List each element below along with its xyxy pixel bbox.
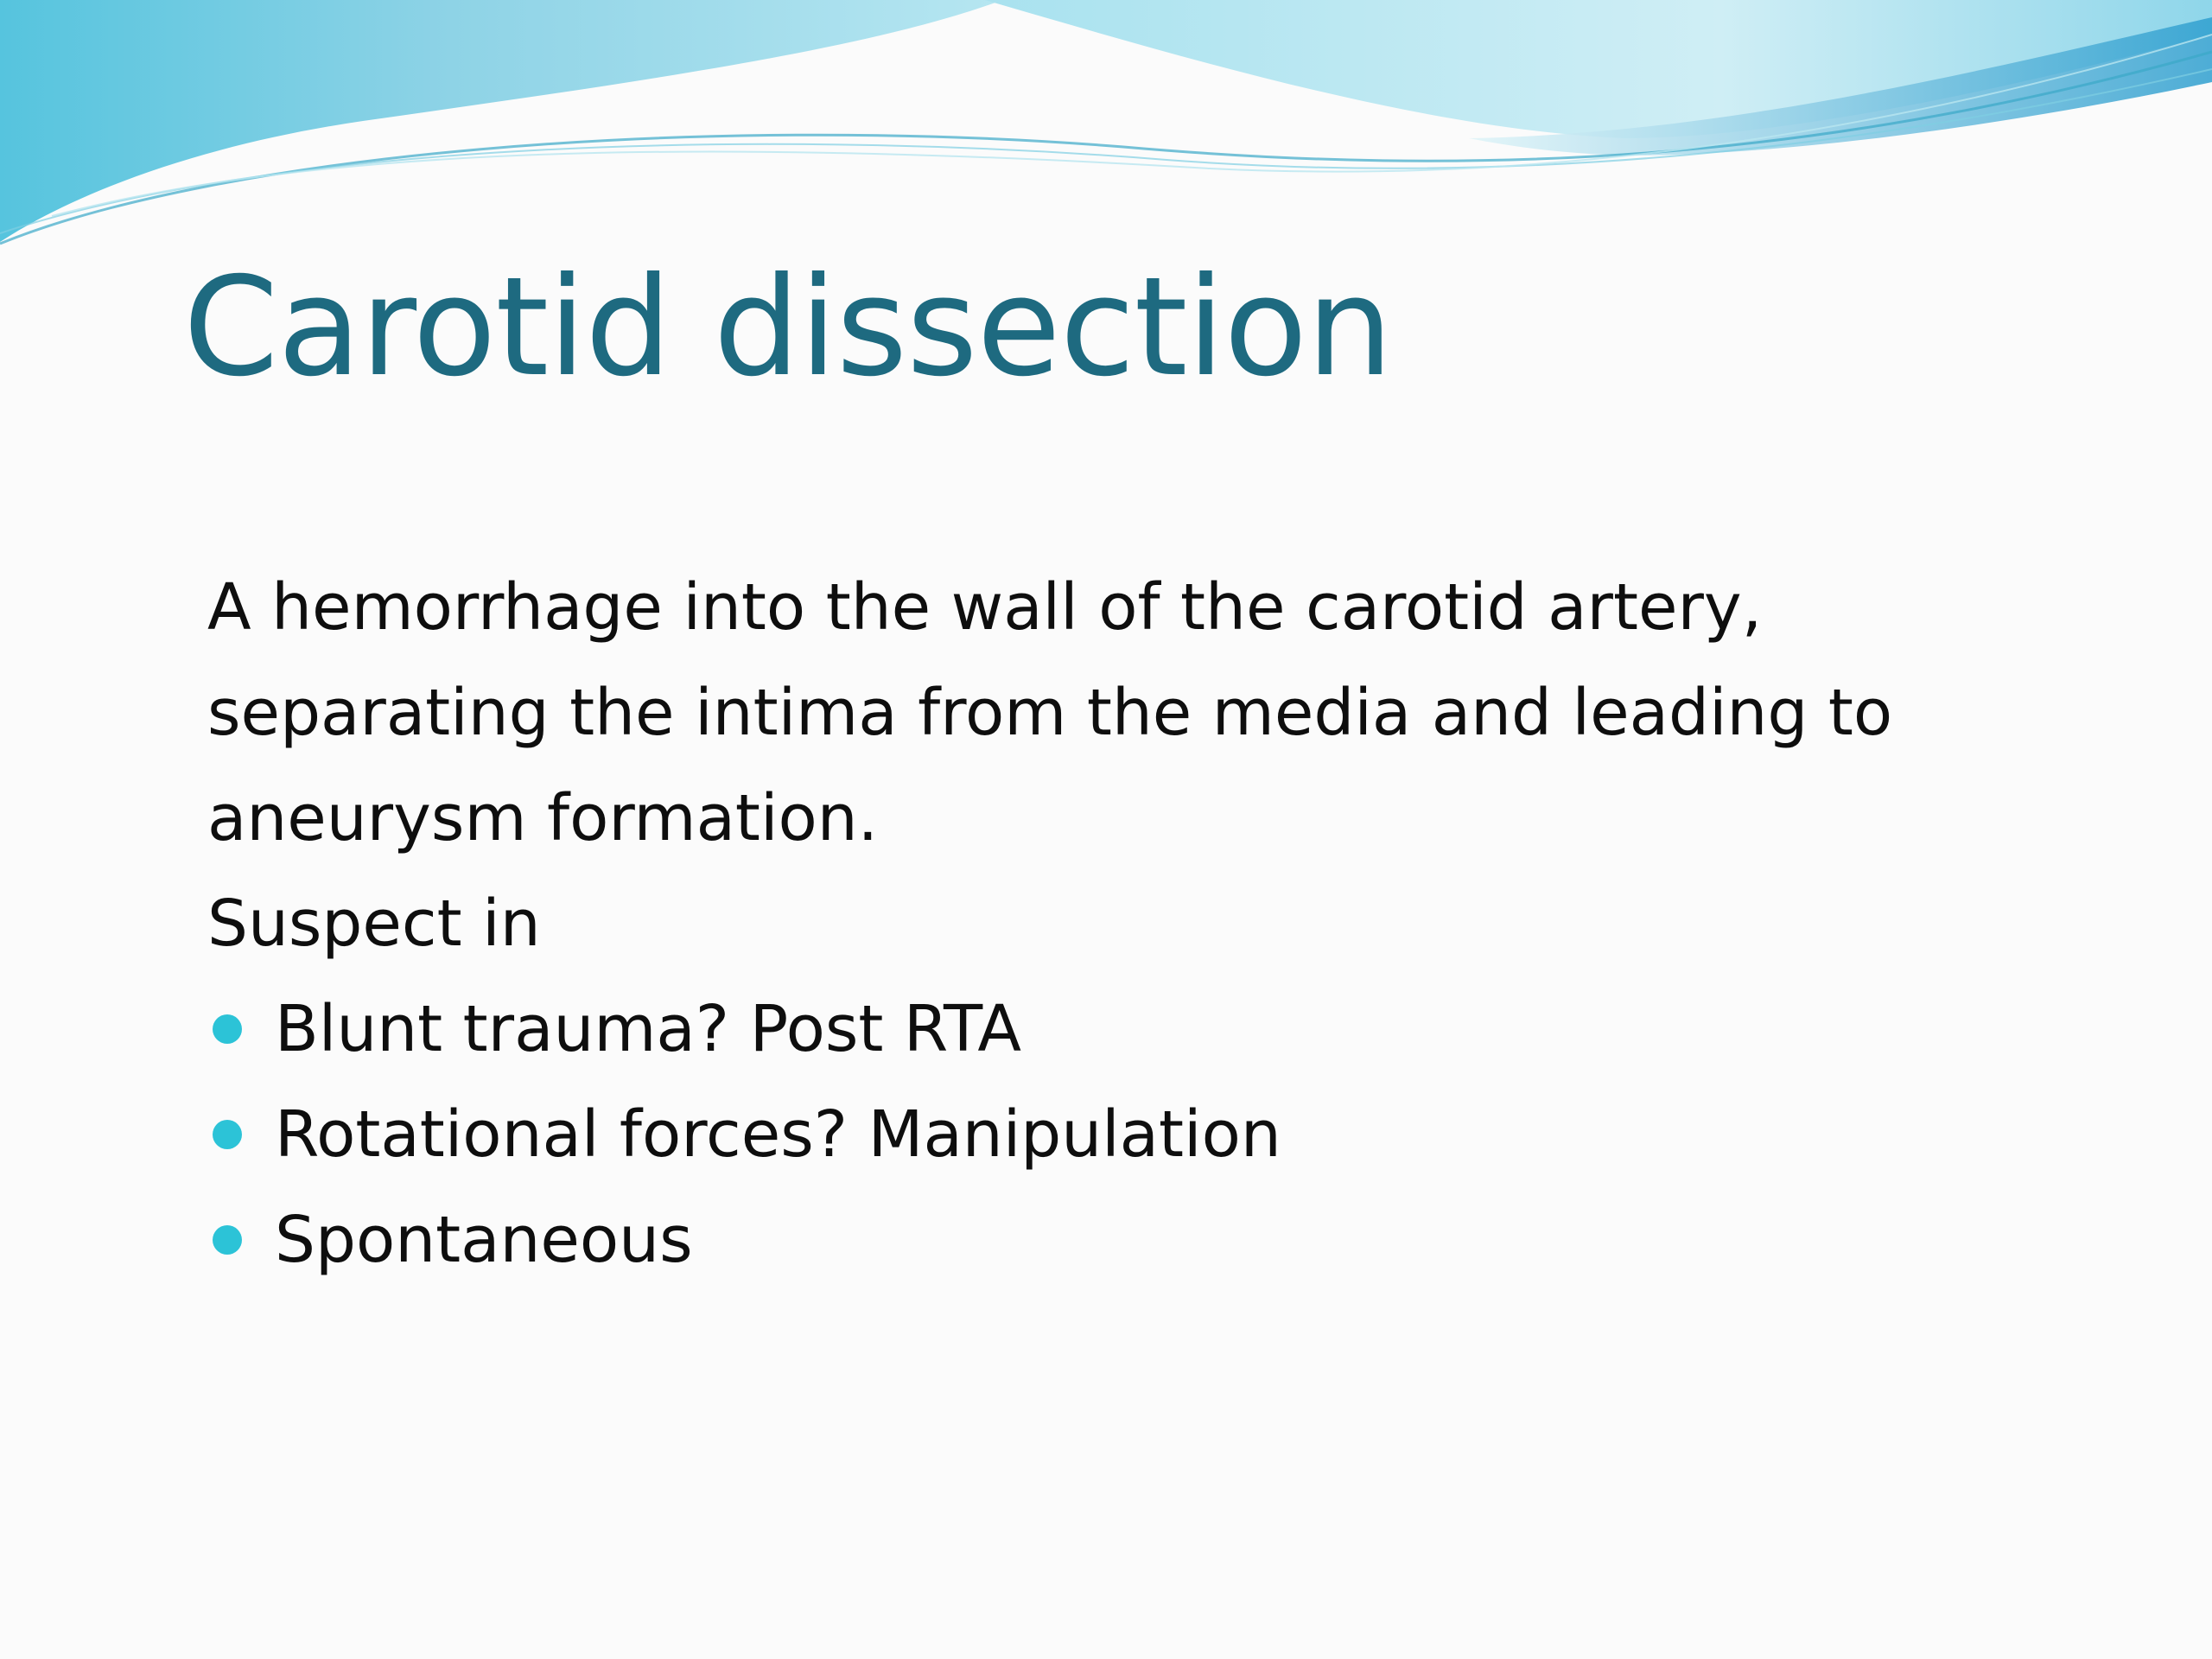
bullet-item	[207, 1187, 2056, 1293]
bullet-text: Rotational forces? Manipulation	[275, 1097, 1281, 1172]
definition-paragraph: A hemorrhage into the wall of the carotid artery, separating the intima from the media and leading to aneurysm formation.	[207, 570, 1893, 855]
bullet-item	[207, 976, 2056, 1082]
bullet-list	[207, 976, 2056, 1293]
header-wave-decoration	[0, 0, 2212, 276]
bullet-text: Spontaneous	[275, 1203, 693, 1277]
bullet-item	[207, 1082, 2056, 1187]
slide-body	[207, 555, 2056, 1293]
bullet-text: Blunt trauma? Post RTA	[275, 992, 1022, 1066]
bullet-dot-icon	[213, 1120, 242, 1149]
bullet-dot-icon	[213, 1225, 242, 1255]
suspect-label: Suspect in	[207, 887, 541, 961]
slide-title: Carotid dissection	[183, 248, 1393, 407]
bullet-dot-icon	[213, 1014, 242, 1044]
